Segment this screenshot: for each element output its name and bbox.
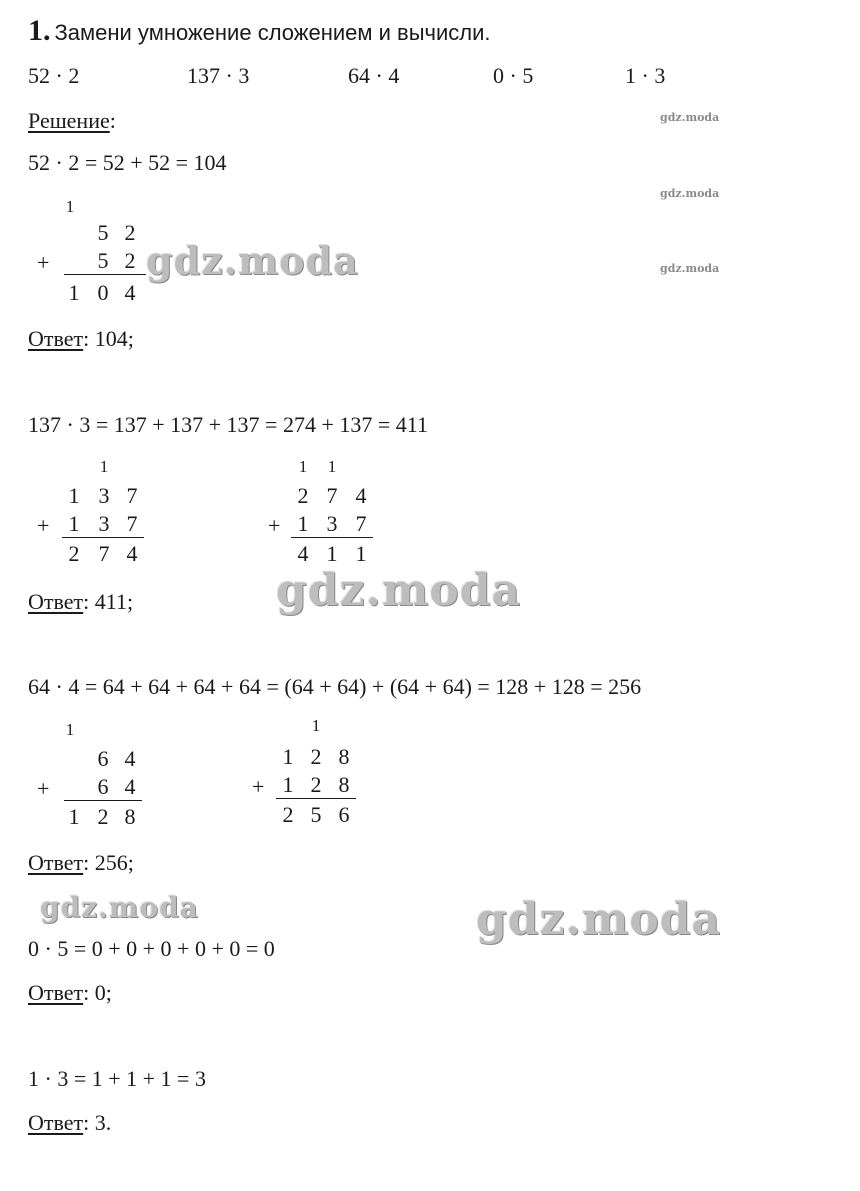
- plus-sign: +: [252, 774, 265, 799]
- answer-label: Ответ: [28, 980, 84, 1005]
- answer-5: Ответ: 3.: [28, 1110, 112, 1135]
- sum-digit: 6: [338, 802, 350, 827]
- addend-digit: 2: [310, 744, 322, 769]
- plus-sign: +: [37, 513, 50, 538]
- answer-value: 3.: [94, 1110, 112, 1135]
- plus-sign: +: [37, 250, 50, 275]
- sum-line: [64, 274, 146, 275]
- sum-digit: 1: [355, 541, 367, 566]
- watermark: gdz.moda: [476, 894, 722, 945]
- watermark: gdz.moda: [146, 238, 359, 283]
- addend-digit: 6: [97, 746, 109, 771]
- sum-digit: 7: [98, 541, 110, 566]
- carry-digit: 1: [327, 457, 337, 476]
- carry-digit: 1: [311, 716, 321, 735]
- sum-digit: 4: [124, 280, 136, 305]
- addend-digit: 7: [126, 483, 138, 508]
- addend-digit: 4: [124, 774, 136, 799]
- carry-digit: 1: [65, 720, 75, 739]
- exercise-4: 0 · 5: [493, 63, 534, 88]
- answer-value: 411;: [94, 589, 134, 614]
- addend-digit: 3: [98, 483, 110, 508]
- equation-4: 0 · 5 = 0 + 0 + 0 + 0 + 0 = 0: [28, 936, 275, 961]
- watermark: gdz.moda: [660, 262, 720, 275]
- equation-2: 137 · 3 = 137 + 137 + 137 = 274 + 137 = 411: [28, 412, 428, 437]
- sum-digit: 1: [68, 804, 80, 829]
- sum-digit: 8: [124, 804, 136, 829]
- sum-line: [291, 537, 373, 538]
- equation-1: 52 · 2 = 52 + 52 = 104: [28, 150, 227, 175]
- sum-line: [62, 537, 144, 538]
- task-number: 1.: [28, 14, 51, 47]
- answer-value: 0;: [94, 980, 112, 1005]
- addend-digit: 4: [355, 483, 367, 508]
- addend-digit: 1: [297, 511, 309, 536]
- sum-digit: 2: [68, 541, 80, 566]
- answer-label: Ответ: [28, 1110, 84, 1135]
- answer-label: Ответ: [28, 326, 84, 351]
- answer-4: Ответ: 0;: [28, 980, 112, 1005]
- equation-3: 64 · 4 = 64 + 64 + 64 + 64 = (64 + 64) + (64 + 64) = 128 + 128 = 256: [28, 674, 642, 699]
- watermark: gdz.moda: [276, 565, 522, 616]
- sum-digit: 0: [97, 280, 109, 305]
- solution-heading: [28, 108, 116, 134]
- sum-line: [276, 798, 356, 799]
- sum-digit: 1: [326, 541, 338, 566]
- carry-digit: 1: [65, 197, 75, 216]
- sum-line: [64, 800, 142, 801]
- answer-value: 256;: [94, 850, 134, 875]
- sum-digit: 4: [297, 541, 309, 566]
- addend-digit: 5: [97, 220, 109, 245]
- addend-digit: 7: [326, 483, 338, 508]
- addend-digit: 8: [338, 744, 350, 769]
- sum-digit: 2: [97, 804, 109, 829]
- addend-digit: 1: [68, 511, 80, 536]
- answer-1: Ответ: 104;: [28, 326, 134, 351]
- answer-3: Ответ: 256;: [28, 850, 134, 875]
- answer-label: Ответ: [28, 850, 84, 875]
- addend-digit: 2: [124, 248, 136, 273]
- addend-digit: 1: [282, 744, 294, 769]
- addend-digit: 4: [124, 746, 136, 771]
- sum-digit: 4: [126, 541, 138, 566]
- addend-digit: 7: [126, 511, 138, 536]
- addend-digit: 3: [326, 511, 338, 536]
- exercise-3: 64 · 4: [348, 63, 400, 88]
- plus-sign: +: [268, 513, 281, 538]
- sum-digit: 1: [68, 280, 80, 305]
- exercise-5: 1 · 3: [625, 63, 666, 88]
- addend-digit: 3: [98, 511, 110, 536]
- addend-digit: 7: [355, 511, 367, 536]
- solution-label: Решение: [28, 108, 110, 133]
- colon: :: [109, 108, 116, 133]
- addend-digit: 5: [97, 248, 109, 273]
- watermark: gdz.moda: [40, 891, 199, 924]
- task-header: [28, 14, 491, 48]
- addend-digit: 1: [282, 772, 294, 797]
- addend-digit: 8: [338, 772, 350, 797]
- addend-digit: 2: [124, 220, 136, 245]
- answer-label: Ответ: [28, 589, 84, 614]
- addend-digit: 2: [310, 772, 322, 797]
- exercise-2: 137 · 3: [187, 63, 250, 88]
- addend-digit: 6: [97, 774, 109, 799]
- sum-digit: 5: [310, 802, 322, 827]
- addend-digit: 1: [68, 483, 80, 508]
- task-title: Замени умножение сложением и вычисли.: [54, 20, 491, 45]
- answer-2: Ответ: 411;: [28, 589, 134, 614]
- carry-digit: 1: [298, 457, 308, 476]
- carry-digit: 1: [99, 457, 109, 476]
- sum-digit: 2: [282, 802, 294, 827]
- watermark: gdz.moda: [660, 111, 720, 124]
- equation-5: 1 · 3 = 1 + 1 + 1 = 3: [28, 1066, 206, 1091]
- plus-sign: +: [37, 776, 50, 801]
- watermark: gdz.moda: [660, 187, 720, 200]
- answer-value: 104;: [94, 326, 134, 351]
- exercise-1: 52 · 2: [28, 63, 80, 88]
- addend-digit: 2: [297, 483, 309, 508]
